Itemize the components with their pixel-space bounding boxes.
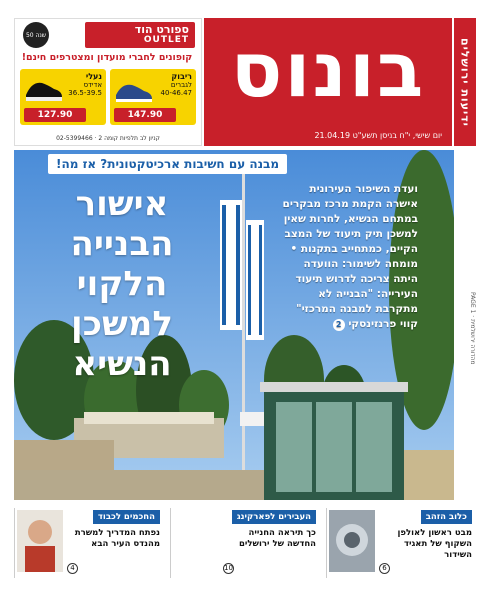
teaser-item[interactable] bbox=[170, 508, 320, 578]
hero-lead bbox=[276, 182, 418, 332]
teaser-head: העבירים לפארקינג bbox=[232, 510, 316, 524]
lead-text: ועדת השיפור העירונית אישרה הקמת מרכז מבקרים במתחם הנשיא, לחרות שאין למשכן תיק תיעוד של המצב הקיים, כמתחייב בתקנות • מומחה לשימור: הוועדה היתה צריכה לדרוש תיעוד העירייה: "הבנייה לא מתקרבת למבנה המרכזי" קווי פרנזינסקי bbox=[282, 183, 418, 330]
ad-headline: קופונים לחברי מועדון ומצטרפים חינם! bbox=[21, 52, 193, 63]
headline-line: הלקוי bbox=[76, 264, 168, 304]
teaser-page-number: 4 bbox=[67, 563, 78, 574]
teaser-title: מבט ראשון לאולפן השקוף של תאגיד השידור bbox=[397, 528, 472, 560]
masthead-date: יום שישי, י"ח בניסן תשע"ט 21.04.19 bbox=[314, 131, 442, 140]
newspaper-page bbox=[14, 18, 476, 578]
teaser-head: כלוב הזהב bbox=[421, 510, 472, 524]
advertisement[interactable] bbox=[14, 18, 202, 146]
ad-product-1 bbox=[110, 69, 196, 125]
bottom-teasers bbox=[14, 508, 476, 578]
masthead-side-strip: ידיעות ירושלים bbox=[454, 18, 476, 146]
ad-logo bbox=[85, 22, 195, 48]
product-desc: אדידס bbox=[83, 81, 102, 89]
product-price: 127.90 bbox=[24, 108, 86, 122]
hero-tagline: מבנה עם חשיבות ארכיטקטונית? אז מה! bbox=[48, 154, 287, 174]
ad-anniversary-badge: שנה 50 bbox=[23, 22, 49, 48]
teaser-item[interactable] bbox=[14, 508, 164, 578]
teaser-page-number: 10 bbox=[224, 564, 233, 572]
ad-product-2 bbox=[20, 69, 106, 125]
teaser-page-number: 6 bbox=[379, 563, 390, 574]
ad-brand-sub: OUTLET bbox=[143, 35, 189, 45]
portrait-photo bbox=[17, 510, 63, 572]
product-desc: לגברים bbox=[170, 81, 192, 89]
hero-photo-section bbox=[14, 150, 454, 500]
teaser-title: כך תיראה החנייה החדשה של ירושלים bbox=[238, 528, 316, 549]
hero-headline[interactable] bbox=[22, 184, 222, 384]
teaser-head: החכמים לכבוד bbox=[93, 510, 160, 524]
sneaker-icon bbox=[24, 73, 64, 105]
product-name: ריבוק bbox=[171, 72, 192, 81]
product-price: 147.90 bbox=[114, 108, 176, 122]
teaser-item[interactable] bbox=[326, 508, 476, 578]
teaser-title: נפתח המדריך למשרת מהנדס העיר הבא bbox=[74, 528, 160, 549]
vertical-page-reference: PAGE 1 · מהדורה ירושלמית bbox=[456, 150, 476, 500]
page-number-badge: 2 bbox=[333, 319, 345, 331]
masthead-title: בונוס bbox=[230, 25, 426, 114]
sneaker-icon bbox=[114, 73, 154, 105]
studio-photo bbox=[329, 510, 375, 572]
ad-footer: קניון לב תלפיות קומה 2 · 02-5399466 bbox=[56, 135, 160, 142]
headline-line: אישור הבנייה bbox=[70, 184, 174, 264]
masthead-brand bbox=[204, 18, 452, 146]
product-sizes: 36.5-39.5 bbox=[68, 89, 102, 97]
headline-line: למשכן הנשיא bbox=[71, 304, 173, 384]
product-name: נעלי bbox=[85, 72, 102, 81]
product-sizes: 40-46.47 bbox=[160, 89, 192, 97]
ad-brand-name: ספורט הוד bbox=[134, 23, 189, 36]
